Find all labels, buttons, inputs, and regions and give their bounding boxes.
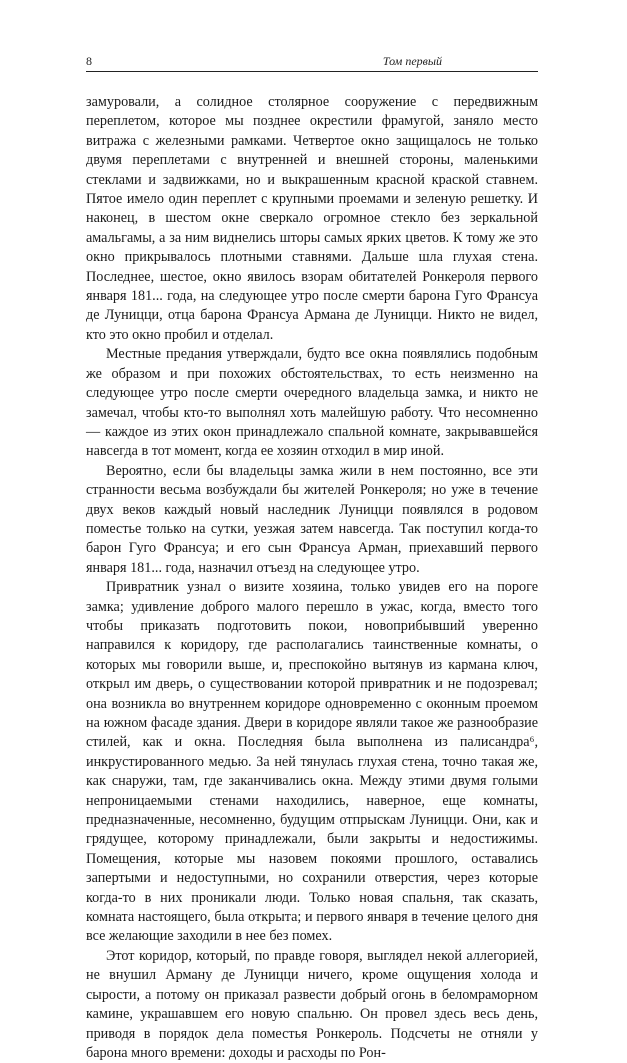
body-text: [86, 93, 538, 1063]
paragraph: Местные предания утверждали, будто все окна появлялись подобным же образом и при похожих обстоятельствах, то есть неизменно на следующее утро после смерти очередного владельца замка, и никто не замечал, чтобы кто-то выполнял хоть малейшую работу. Что несомненно — каждое из этих окон принадлежало спальной комнате, закрывавшейся навсегда в тот момент, когда ее хозяин отходил в мир иной.: [86, 346, 538, 460]
page-header: [86, 54, 538, 72]
paragraph: замуровали, а солидное столярное сооружение с передвижным переплетом, которое мы позднее окрестили фрамугой, заняло место витража с железными рамками. Четвертое окно защищалось не только двумя переплетами с внутренней и внешней стороны, маленькими стеклами и задвижками, но и выкрашенным красной краской ставнем. Пятое имело один переплет с крупными проемами и зеленую решетку. И наконец, в шестом окне сверкало огромное стекло без зеркальной амальгамы, а за ним виднелись шторы самых ярких цветов. К тому же это окно прикрывалось плотными ставнями. Дальше шла глухая стена. Последнее, шестое, окно явилось взорам обитателей Ронкероля первого января 181... года, на следующее утро после смерти барона Гуго Франсуа де Луницци, отца барона Франсуа Армана де Луницци. Никто не видел, кто это окно пробил и отделал.: [86, 94, 538, 343]
header-rule: [86, 71, 538, 72]
paragraph: Привратник узнал о визите хозяина, только увидев его на пороге замка; удивление доброго малого перешло в ужас, когда, вместо того чтобы приказать подготовить покои, новоприбывший уверенно направился к коридору, где располагались таинственные комнаты, о которых мы говорили выше, и, преспокойно вытянув из кармана ключ, открыл им дверь, о существовании которой привратник и не подозревал; она возникла во внутреннем коридоре одновременно с оконным проемом на южном фасаде здания. Двери в коридоре являли такое же разнообразие стилей, как и окна. Последняя была выполнена из палисандра⁶, инкрустированного медью. За ней тянулась глухая стена, точно такая же, как снаружи, там, где заканчивались окна. Между этими двумя голыми непроницаемыми стенами находились, наверное, еще комнаты, предназначенные, несомненно, будущим отпрыскам Луницци. Они, как и грядущее, которому принадлежали, были закрыты и недостижимы. Помещения, которые мы назовем покоями прошлого, оставались запертыми и недоступными, но сохранили отверстия, через которые когда-то в них проникали люди. Только новая спальня, так сказать, комната настоящего, была открыта; и первого января в течение целого дня все желающие заходили в нее без помех.: [86, 579, 538, 945]
running-title: Том первый: [382, 54, 442, 68]
paragraph: Этот коридор, который, по правде говоря, выглядел некой аллегорией, не внушил Арману де Луницци ничего, кроме ощущения холода и сырости, а потому он приказал развести добрый огонь в беломраморном камине, украшавшем его новую спальню. Он провел здесь весь день, приводя в порядок дела поместья Ронкероль. Подсчеты не отняли у барона много времени: доходы и расходы по Рон-: [86, 947, 538, 1061]
paragraph: Вероятно, если бы владельцы замка жили в нем постоянно, все эти странности весьма возбуждали бы жителей Ронкероля; но уже в течение двух веков каждый новый наследник Луницци появлялся в родовом поместье только на сутки, уезжая затем навсегда. Так поступил когда-то барон Гуго Франсуа; и его сын Франсуа Арман, приехавший первого января 181... года, назначил отъезд на следующее утро.: [86, 462, 538, 576]
page-number: 8: [86, 54, 92, 68]
